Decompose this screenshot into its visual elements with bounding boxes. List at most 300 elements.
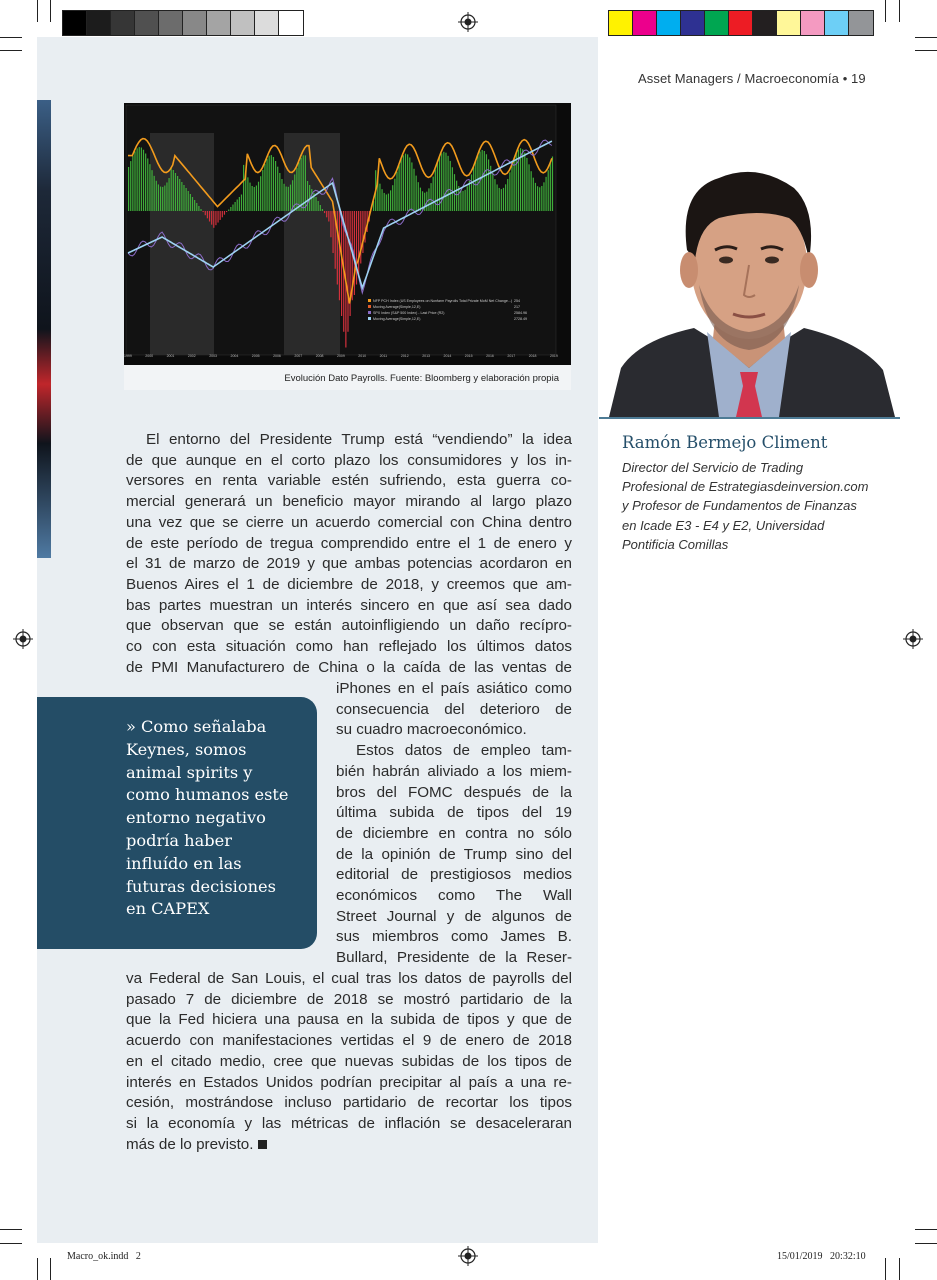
x-tick-label: 2008: [315, 354, 324, 358]
color-swatch: [609, 11, 633, 35]
nfp-bar: [243, 165, 244, 211]
color-swatch: [633, 11, 657, 35]
nfp-bar: [456, 181, 457, 211]
nfp-bar: [465, 190, 466, 211]
legend-value: 217: [514, 305, 520, 309]
registration-mark-icon: [458, 12, 478, 32]
nfp-bar: [298, 162, 299, 211]
nfp-bar: [260, 176, 261, 211]
nfp-bar: [379, 184, 380, 211]
x-tick-label: 2013: [422, 354, 430, 358]
nfp-bar: [418, 182, 419, 211]
x-tick-label: 2003: [209, 354, 217, 358]
nfp-bar: [275, 161, 276, 211]
pull-quote-line: podría haber: [126, 830, 232, 850]
nfp-bar: [473, 167, 474, 211]
nfp-bar: [443, 152, 444, 211]
nfp-bar: [247, 177, 248, 211]
nfp-bar: [175, 173, 176, 211]
nfp-bar: [301, 158, 302, 211]
nfp-bar: [360, 211, 361, 264]
nfp-bar: [362, 211, 363, 253]
nfp-bar: [154, 176, 155, 211]
process-color-bar: [608, 10, 874, 36]
x-tick-label: 2016: [486, 354, 494, 358]
nfp-bar: [550, 163, 551, 211]
nfp-bar: [256, 185, 257, 211]
x-tick-label: 2005: [251, 354, 260, 358]
pull-quote-line: en CAPEX: [126, 899, 210, 919]
x-tick-label: 2007: [294, 354, 303, 358]
crop-mark: [899, 1258, 900, 1280]
nfp-bar: [503, 188, 504, 211]
nfp-bar: [254, 187, 255, 211]
nfp-bar: [283, 184, 284, 211]
text-line: su cuadro macroeconómico.: [336, 721, 527, 739]
grayscale-color-bar: [62, 10, 304, 36]
nfp-bar: [403, 155, 404, 211]
legend-value: 2584.96: [514, 311, 527, 315]
author-bio-line: Profesional de Estrategiasdeinversion.com: [622, 479, 869, 495]
nfp-bar: [151, 170, 152, 211]
text-line: interés en Estados Unidos podrían precipitar al país a una re-: [126, 1073, 572, 1091]
pull-quote-line: » Como señalaba: [126, 717, 267, 736]
x-tick-label: 2000: [145, 354, 154, 358]
nfp-bar: [200, 209, 201, 211]
nfp-bar: [430, 183, 431, 211]
nfp-bar: [132, 156, 133, 211]
crop-mark: [915, 37, 937, 38]
recession-shade-2008: [284, 133, 340, 355]
nfp-bar: [462, 191, 463, 211]
text-line: va Federal de San Louis, el cual tras los datos de payrolls del: [126, 970, 572, 987]
color-swatch: [183, 11, 207, 35]
nfp-bar: [401, 159, 402, 211]
legend-entry: SPX Index (S&P 500 Index) - Last Price (R2): [373, 311, 445, 315]
text-line: bas partes muestran un interés sincero en que así sea dado: [126, 596, 572, 614]
nfp-bar: [192, 197, 193, 211]
text-line: una vez que se cierre un acuerdo comercial con China dentro: [126, 513, 572, 531]
text-line: de PMI Manufacturero de China o la caída de las ventas de: [126, 658, 572, 676]
nfp-bar: [486, 154, 487, 211]
nfp-bar: [286, 187, 287, 211]
text-line: en el citado medio, cree que nuevas subidas de los tipos de: [126, 1052, 572, 1070]
nfp-bar: [548, 170, 549, 211]
color-swatch: [87, 11, 111, 35]
nfp-bar: [475, 161, 476, 211]
nfp-bar: [258, 182, 259, 211]
x-tick-label: 2017: [507, 354, 516, 358]
nfp-bar: [196, 203, 197, 211]
nfp-bar: [488, 159, 489, 211]
author-portrait-illustration: [599, 100, 900, 417]
nfp-bar: [190, 194, 191, 211]
crop-mark: [50, 0, 51, 22]
nfp-bar: [318, 201, 319, 211]
nfp-bar: [420, 188, 421, 211]
nfp-bar: [452, 167, 453, 211]
nfp-bar: [156, 181, 157, 211]
x-tick-label: 2018: [528, 354, 537, 358]
author-bio-line: en Icade E3 - E4 y E2, Universidad: [622, 517, 825, 533]
pull-quote-line: entorno negativo: [126, 808, 266, 828]
text-line: de este período de tregua comprendido entre el 1 de enero y: [126, 534, 572, 552]
nfp-bar: [516, 153, 517, 211]
x-tick-label: 2004: [230, 354, 239, 358]
nfp-bar: [399, 165, 400, 211]
nfp-bar: [228, 210, 229, 212]
nfp-bar: [230, 207, 231, 211]
text-line: cesión, mostrándose incluso partidario de recortar los tipos: [126, 1094, 572, 1112]
nfp-bar: [145, 153, 146, 211]
crop-mark: [915, 50, 937, 51]
nfp-bar: [405, 154, 406, 211]
nfp-bar: [179, 179, 180, 211]
article-paragraph-2: [126, 969, 572, 1155]
x-tick-label: 2011: [379, 354, 388, 358]
nfp-bar: [277, 167, 278, 211]
nfp-bar: [181, 182, 182, 211]
nfp-bar: [552, 157, 553, 211]
nfp-bar: [413, 169, 414, 211]
nfp-bar: [496, 184, 497, 211]
color-swatch: [801, 11, 825, 35]
legend-entry: NFP PCH Index (US Employees on Nonfarm Payrolls Total Private MoM Net Change...): [373, 299, 513, 303]
nfp-bar: [139, 147, 140, 211]
nfp-bar: [437, 163, 438, 211]
article-narrow-column: [336, 679, 572, 969]
nfp-bar: [450, 161, 451, 211]
text-line: sus miembros como James B.: [336, 928, 572, 946]
nfp-bar: [337, 211, 338, 285]
nfp-bar: [460, 190, 461, 211]
nfp-bar: [501, 189, 502, 211]
nfp-bar: [273, 157, 274, 211]
nfp-bar: [469, 181, 470, 211]
legend-value: 254: [514, 299, 520, 303]
legend-value: 2728.49: [514, 317, 527, 321]
chart-caption: Evolución Dato Payrolls. Fuente: Bloomberg y elaboración propia: [284, 373, 559, 384]
nfp-bar: [315, 197, 316, 211]
nfp-bar: [249, 183, 250, 211]
x-tick-label: 1999: [124, 354, 132, 358]
author-portrait: [599, 100, 900, 419]
nfp-bar: [543, 182, 544, 211]
nfp-bar: [162, 187, 163, 211]
author-name: Ramón Bermejo Climent: [622, 433, 828, 452]
text-line: Estos datos de empleo tam-: [356, 742, 572, 760]
text-line: Street Journal y de algunos de: [336, 907, 572, 925]
nfp-bar: [545, 177, 546, 211]
color-swatch: [135, 11, 159, 35]
legend-entry: Moving Average(Simple,12,E): [373, 305, 421, 309]
crop-mark: [0, 37, 22, 38]
nfp-bar: [499, 188, 500, 211]
text-line: de que aunque en el corto plazo los consumidores y los in-: [126, 451, 572, 469]
nfp-bar: [528, 164, 529, 211]
text-line: El entorno del Presidente Trump está “vendiendo” la idea: [146, 431, 572, 448]
nfp-bar: [149, 164, 150, 211]
nfp-bar: [509, 172, 510, 211]
nfp-bar: [358, 211, 359, 274]
nfp-bar: [524, 153, 525, 211]
nfp-bar: [386, 194, 387, 211]
nfp-bar: [390, 190, 391, 211]
text-line: acuerdo con manifestaciones vertidas el 9 de enero de 2018: [126, 1032, 572, 1050]
color-swatch: [681, 11, 705, 35]
running-header: Asset Managers / Macroeconomía • 19: [638, 71, 866, 86]
nfp-bar: [411, 162, 412, 211]
nfp-bar: [526, 158, 527, 211]
x-tick-label: 2006: [273, 354, 281, 358]
nfp-bar: [188, 191, 189, 211]
nfp-bar: [492, 173, 493, 211]
nfp-bar: [213, 211, 214, 228]
nfp-bar: [328, 211, 329, 222]
nfp-bar: [347, 211, 348, 332]
color-swatch: [159, 11, 183, 35]
nfp-bar: [281, 179, 282, 211]
payrolls-chart: [124, 103, 571, 365]
pull-quote-line: futuras decisiones: [126, 876, 276, 896]
registration-mark-icon: [903, 629, 923, 649]
nfp-bar: [409, 157, 410, 211]
crop-mark: [37, 0, 38, 22]
x-tick-label: 2012: [400, 354, 409, 358]
nfp-bar: [198, 206, 199, 211]
pull-quote-line: Keynes, somos: [126, 739, 247, 759]
text-line: consecuencia del deterioro de: [336, 700, 572, 718]
nfp-bar: [288, 187, 289, 211]
crop-mark: [915, 1243, 937, 1244]
nfp-bar: [394, 179, 395, 211]
nfp-bar: [311, 189, 312, 211]
color-swatch: [657, 11, 681, 35]
nfp-bar: [448, 156, 449, 211]
nfp-bar: [177, 176, 178, 211]
nfp-bar: [507, 179, 508, 211]
nfp-bar: [215, 211, 216, 225]
text-line: última subida de tipos del 19: [336, 804, 572, 822]
end-of-article-square-icon: [258, 1140, 267, 1149]
text-line: versores en renta variable estén sufriendo, esta guerra co-: [126, 472, 572, 490]
nfp-bar: [211, 211, 212, 225]
color-swatch: [849, 11, 873, 35]
text-line-content: más de lo previsto.: [126, 1135, 254, 1153]
nfp-bar: [531, 171, 532, 211]
author-bio-line: y Profesor de Fundamentos de Finanzas: [622, 498, 857, 514]
nfp-bar: [269, 156, 270, 211]
nfp-bar: [482, 150, 483, 211]
nfp-bar: [330, 211, 331, 237]
nfp-bar: [217, 211, 218, 223]
text-line: mercial generará un beneficio mayor mirando al largo plazo: [126, 493, 572, 511]
text-line: [126, 1135, 572, 1156]
text-line: el 31 de marzo de 2019 y que ambas potencias acordaron en: [126, 555, 572, 573]
nfp-bar: [205, 211, 206, 215]
author-bio-line: Director del Servicio de Trading: [622, 460, 804, 475]
color-swatch: [63, 11, 87, 35]
nfp-bar: [445, 153, 446, 211]
nfp-bar: [522, 149, 523, 211]
text-line: si la economía y las métricas de inflación se desaceleraran: [126, 1114, 572, 1132]
nfp-bar: [416, 176, 417, 211]
registration-mark-icon: [13, 629, 33, 649]
text-line: bién habrán aliviado a los miem-: [336, 762, 572, 780]
nfp-bar: [356, 211, 357, 285]
nfp-bar: [541, 186, 542, 211]
nfp-bar: [241, 195, 242, 212]
crop-mark: [915, 1229, 937, 1230]
nfp-bar: [271, 155, 272, 211]
nfp-bar: [141, 148, 142, 211]
nfp-bar: [186, 188, 187, 211]
nfp-bar: [168, 178, 169, 211]
text-line: Buenos Aires el 1 de diciembre de 2018, y creemos que am-: [126, 575, 572, 593]
pull-quote-line: animal spirits y: [126, 762, 253, 782]
nfp-bar: [264, 164, 265, 211]
nfp-bar: [147, 158, 148, 211]
pull-quote-text: [126, 716, 306, 921]
author-bio: [622, 458, 872, 554]
x-tick-label: 2019: [550, 354, 558, 358]
nfp-bar: [266, 159, 267, 211]
nfp-bar: [396, 172, 397, 211]
nfp-bar: [164, 186, 165, 211]
nfp-bar: [239, 197, 240, 211]
previous-page-image-bleed: [37, 100, 51, 558]
nfp-bar: [471, 174, 472, 211]
crop-mark: [50, 1258, 51, 1280]
nfp-bar: [467, 186, 468, 211]
nfp-bar: [433, 177, 434, 211]
crop-mark: [0, 50, 22, 51]
nfp-bar: [384, 193, 385, 211]
color-swatch: [231, 11, 255, 35]
slug-filename: Macro_ok.indd 2: [67, 1251, 141, 1262]
nfp-bar: [143, 150, 144, 211]
nfp-bar: [128, 167, 129, 211]
nfp-bar: [322, 209, 323, 211]
nfp-bar: [220, 211, 221, 220]
text-line: que observan que se están autoinfligiendo un daño recípro-: [126, 617, 572, 635]
article-paragraph-1: [126, 430, 572, 678]
crop-mark: [885, 1258, 886, 1280]
nfp-bar: [237, 200, 238, 212]
registration-mark-icon: [458, 1246, 478, 1266]
text-line: de diciembre en contra no sólo: [336, 824, 572, 842]
nfp-bar: [290, 185, 291, 211]
nfp-bar: [307, 181, 308, 211]
nfp-bar: [235, 202, 236, 211]
nfp-bar: [320, 205, 321, 211]
nfp-bar: [511, 165, 512, 211]
nfp-bar: [435, 170, 436, 211]
nfp-bar: [535, 183, 536, 211]
nfp-bar: [203, 211, 204, 212]
x-tick-label: 2001: [166, 354, 175, 358]
crop-mark: [885, 0, 886, 22]
crop-mark: [0, 1243, 22, 1244]
color-swatch: [729, 11, 753, 35]
nfp-bar: [134, 151, 135, 211]
nfp-bar: [173, 170, 174, 211]
crop-mark: [0, 1229, 22, 1230]
nfp-bar: [539, 187, 540, 211]
color-swatch: [753, 11, 777, 35]
crop-mark: [899, 0, 900, 22]
nfp-bar: [505, 184, 506, 211]
nfp-bar: [171, 167, 172, 211]
text-line: editorial de prestigiosos medios: [336, 866, 572, 884]
nfp-bar: [224, 211, 225, 215]
nfp-bar: [407, 154, 408, 211]
x-tick-label: 2002: [187, 354, 196, 358]
color-swatch: [825, 11, 849, 35]
nfp-bar: [332, 211, 333, 253]
nfp-bar: [484, 151, 485, 211]
text-line: Bullard, Presidente de la Reser-: [336, 949, 572, 967]
nfp-bar: [166, 182, 167, 211]
text-line: económicos como The Wall: [336, 887, 572, 905]
nfp-bar: [130, 161, 131, 211]
text-line: co con esta situación como han reflejado los últimos datos: [126, 638, 572, 656]
text-line: iPhones en el país asiático como: [336, 680, 572, 697]
x-tick-label: 2015: [464, 354, 473, 358]
legend-entry: Moving Average(Simple,12,E): [373, 317, 421, 321]
text-line: de la opinión de Trump sino del: [336, 845, 572, 863]
color-swatch: [111, 11, 135, 35]
nfp-bar: [232, 205, 233, 212]
nfp-bar: [226, 211, 227, 212]
nfp-bar: [381, 189, 382, 211]
color-swatch: [777, 11, 801, 35]
nfp-bar: [392, 185, 393, 211]
x-tick-label: 2009: [337, 354, 345, 358]
nfp-bar: [222, 211, 223, 217]
color-swatch: [705, 11, 729, 35]
nfp-bar: [160, 187, 161, 211]
nfp-bar: [324, 211, 325, 213]
nfp-bar: [209, 211, 210, 222]
nfp-bar: [207, 211, 208, 218]
author-bio-line: Pontificia Comillas: [622, 536, 729, 552]
color-swatch: [279, 11, 303, 35]
color-swatch: [255, 11, 279, 35]
nfp-bar: [252, 186, 253, 211]
text-line: que la Fed hiciera una pausa en la subida de tipos y que de: [126, 1011, 572, 1029]
nfp-bar: [158, 184, 159, 211]
nfp-bar: [194, 200, 195, 211]
nfp-bar: [137, 148, 138, 211]
nfp-bar: [339, 211, 340, 300]
pull-quote-line: como humanos este: [126, 785, 289, 805]
nfp-bar: [183, 185, 184, 211]
color-swatch: [207, 11, 231, 35]
x-tick-label: 2014: [443, 354, 452, 358]
payrolls-chart-figure: [124, 103, 571, 390]
nfp-bar: [279, 173, 280, 211]
nfp-bar: [494, 179, 495, 211]
nfp-bar: [537, 186, 538, 211]
nfp-bar: [326, 211, 327, 217]
pull-quote-box: [37, 697, 317, 949]
nfp-bar: [262, 170, 263, 211]
crop-mark: [37, 1258, 38, 1280]
slug-timestamp: 15/01/2019 20:32:10: [777, 1251, 866, 1262]
nfp-bar: [533, 178, 534, 211]
text-line: bros del FOMC después de la: [336, 783, 572, 801]
